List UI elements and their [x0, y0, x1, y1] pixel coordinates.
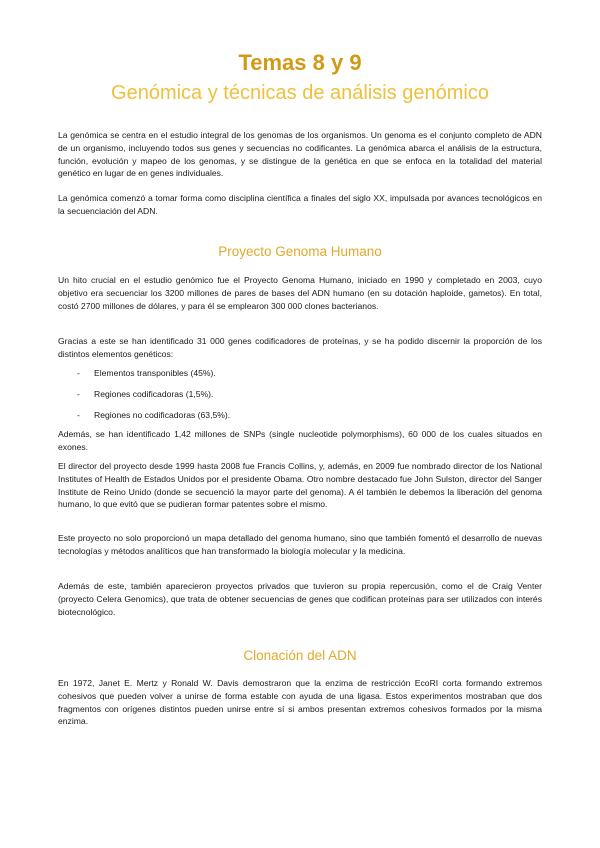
paragraph-text: Además, se han identificado 1,42 millones de SNPs (single nucleotide polymorphisms), 60 000 de los cuales situados en exones.	[58, 429, 542, 452]
page-subtitle: Genómica y técnicas de análisis genómico	[111, 82, 489, 104]
genoma-paragraph-3	[58, 428, 542, 454]
paragraph-text: En 1972, Janet E. Mertz y Ronald W. Davis demostraron que la enzima de restricción EcoRI corta formando extremos cohesivos que pueden volver a unirse de forma estable con ayuda de una ligasa. Estos experimentos mostraban que dos fragmentos con orígenes distintos pueden unirse entre sí si ambos presentan extremos cohesivos formados por la misma enzima.	[58, 678, 542, 727]
list-item	[58, 409, 542, 430]
paragraph-text: El director del proyecto desde 1999 hasta 2008 fue Francis Collins, y, además, en 2009 fue nombrado director de los National Institutes of Health de Estados Unidos por el presidente Obama. Otro nombre destacado fue John Sulston, director del Sanger Institute de Reino Unido (donde se secuenció la mayor parte del genoma). A él también le debemos la liberación del genoma humano, lo que evitó que se pudieran formar patentes sobre el mismo.	[58, 461, 542, 510]
list-dash: -	[77, 368, 80, 378]
paragraph-text: Además de este, también aparecieron proyectos privados que tuvieron su propia repercusión, como el de Craig Venter (proyecto Celera Genomics), que trata de obtener secuencias de genes que codifican proteínas para ser utilizados con interés biotecnológico.	[58, 581, 542, 617]
genoma-paragraph-2	[58, 335, 542, 361]
list-item-text: Regiones no codificadoras (63,5%).	[94, 410, 231, 420]
list-dash: -	[77, 410, 80, 420]
intro-paragraph-1	[58, 129, 542, 180]
genoma-paragraph-4	[58, 460, 542, 511]
paragraph-text: La genómica comenzó a tomar forma como disciplina científica a finales del siglo XX, impulsada por avances tecnológicos en la secuenciación del ADN.	[58, 193, 542, 216]
paragraph-text: Este proyecto no solo proporcionó un mapa detallado del genoma humano, sino que también fomentó el desarrollo de nuevas tecnologías y métodos analíticos que han transformado la biología molecular y la medicina.	[58, 533, 542, 556]
genetic-elements-list	[58, 367, 542, 430]
page-title: Temas 8 y 9	[238, 50, 362, 75]
list-item	[58, 367, 542, 388]
genoma-paragraph-1	[58, 274, 542, 312]
intro-paragraph-2	[58, 192, 542, 218]
list-dash: -	[77, 389, 80, 399]
paragraph-text: Gracias a este se han identificado 31 000 genes codificadores de proteínas, y se ha podido discernir la proporción de los distintos elementos genéticos:	[58, 336, 542, 359]
paragraph-text: Un hito crucial en el estudio genómico fue el Proyecto Genoma Humano, iniciado en 1990 y completado en 2003, cuyo objetivo era secuenciar los 3200 millones de pares de bases del ADN humano (en su dotación haploide, gametos). En total, costó 2700 millones de dólares, y para él se emplearon 300 000 clones bacterianos.	[58, 275, 542, 311]
list-item	[58, 388, 542, 409]
section-heading-genoma: Proyecto Genoma Humano	[218, 244, 382, 259]
clonacion-paragraph-1	[58, 677, 542, 728]
section-heading-clonacion: Clonación del ADN	[243, 648, 357, 663]
genoma-paragraph-6	[58, 580, 542, 618]
list-item-text: Regiones codificadoras (1,5%).	[94, 389, 214, 399]
list-item-text: Elementos transponibles (45%).	[94, 368, 216, 378]
paragraph-text: La genómica se centra en el estudio integral de los genomas de los organismos. Un genoma es el conjunto completo de ADN de un organismo, incluyendo todos sus genes y secuencias no codificantes. La genómica abarca el análisis de la estructura, función, evolución y mapeo de los genomas, y se distingue de la genética en que se enfoca en la totalidad del material genético en lugar de en genes individuales.	[58, 130, 542, 179]
genoma-paragraph-5	[58, 532, 542, 558]
